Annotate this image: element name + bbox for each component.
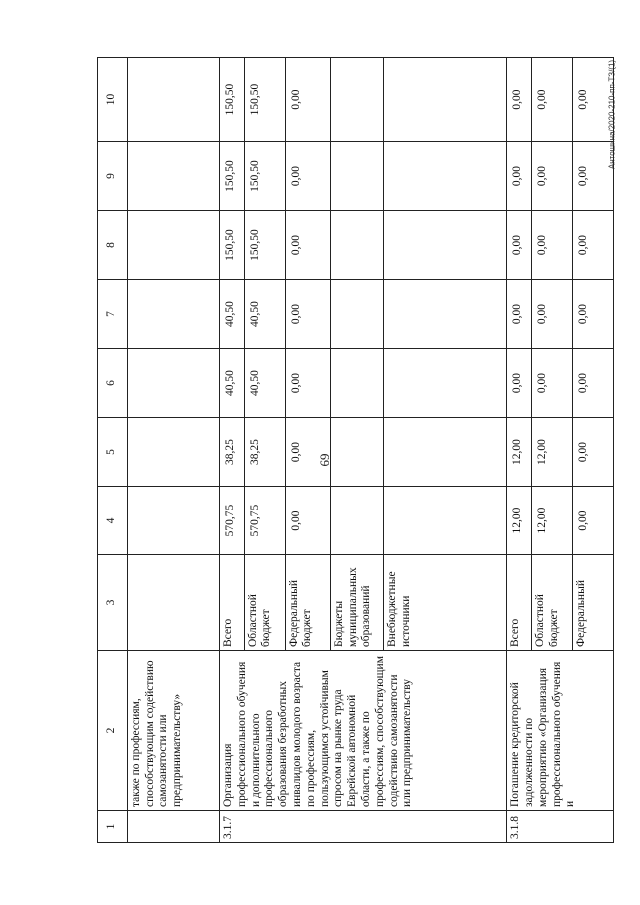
header-cell: 3 [98,555,128,651]
value-cell [384,487,507,555]
value-cell: 150,50 [244,211,285,280]
value-cell: 0,00 [285,487,330,555]
budget-table [97,57,614,843]
value-cell: 0,00 [572,58,613,142]
header-cell: 5 [98,418,128,487]
row-description: Погашение кредиторской задолженности по мероприятию «Организация профессионального обучения и [507,651,614,811]
value-cell: 0,00 [531,349,572,418]
header-cell: 4 [98,487,128,555]
header-cell: 7 [98,280,128,349]
table-cell [127,487,219,555]
budget-table-wrapper [97,58,614,843]
value-cell: 0,00 [285,349,330,418]
table-cell [127,142,219,211]
row-number: 3.1.8 [507,811,614,843]
value-cell: 38,25 [244,418,285,487]
funding-source: Федеральный [572,555,613,651]
value-cell: 150,50 [220,142,245,211]
row-description: Организация профессионального обучения и дополнительного профессионального образования безработных инвалидов молодого возраста по профессиям, пользующимся устойчивым спросом на рынке труда Еврейской автономной области, а также по профессиям, способствующим содействию самозанятости или предпринимательству [220,651,507,811]
funding-source: Всего [220,555,245,651]
value-cell: 150,50 [244,142,285,211]
table-cell [127,555,219,651]
value-cell [330,280,383,349]
value-cell: 570,75 [244,487,285,555]
value-cell: 0,00 [285,142,330,211]
value-cell: 0,00 [507,211,532,280]
table-cell [127,58,219,142]
table-cell [127,211,219,280]
value-cell [384,349,507,418]
header-cell: 6 [98,349,128,418]
table-row [220,58,245,843]
value-cell [330,487,383,555]
value-cell: 0,00 [285,211,330,280]
value-cell: 150,50 [220,58,245,142]
value-cell: 0,00 [572,487,613,555]
value-cell [384,280,507,349]
value-cell [330,58,383,142]
value-cell: 40,50 [220,349,245,418]
value-cell: 0,00 [285,418,330,487]
value-cell: 0,00 [572,280,613,349]
value-cell [384,142,507,211]
value-cell [330,142,383,211]
continuation-row [127,58,219,843]
value-cell: 570,75 [220,487,245,555]
value-cell: 0,00 [507,349,532,418]
header-cell: 1 [98,811,128,843]
value-cell: 12,00 [531,418,572,487]
value-cell: 0,00 [507,58,532,142]
header-cell: 9 [98,142,128,211]
funding-source: Всего [507,555,532,651]
value-cell: 12,00 [531,487,572,555]
header-cell: 10 [98,58,128,142]
value-cell [330,418,383,487]
value-cell: 0,00 [507,280,532,349]
file-code: Антошина/2020-210-пп-ТЗ/(1) [607,59,617,170]
value-cell: 12,00 [507,487,532,555]
funding-source: Областной бюджет [531,555,572,651]
value-cell: 0,00 [572,349,613,418]
value-cell: 0,00 [285,280,330,349]
header-cell: 8 [98,211,128,280]
value-cell [330,349,383,418]
value-cell: 40,50 [244,349,285,418]
continuation-text: также по профессиям, способствующим содействию самозанятости или предпринимательству» [127,651,219,811]
value-cell: 0,00 [507,142,532,211]
table-row [507,58,532,843]
value-cell [384,418,507,487]
funding-source: Внебюджетные источники [384,555,507,651]
value-cell [384,211,507,280]
header-row [98,58,128,843]
header-cell: 2 [98,651,128,811]
page-number: 69 [317,453,332,467]
table-cell [127,349,219,418]
value-cell: 0,00 [285,58,330,142]
value-cell: 0,00 [572,211,613,280]
value-cell: 0,00 [572,142,613,211]
table-cell [127,811,219,843]
value-cell: 150,50 [244,58,285,142]
row-number: 3.1.7 [220,811,507,843]
value-cell: 12,00 [507,418,532,487]
value-cell: 38,25 [220,418,245,487]
value-cell: 150,50 [220,211,245,280]
value-cell: 0,00 [531,142,572,211]
value-cell: 40,50 [220,280,245,349]
value-cell: 0,00 [531,211,572,280]
funding-source: Федеральный бюджет [285,555,330,651]
value-cell: 0,00 [531,280,572,349]
value-cell [384,58,507,142]
table-cell [127,418,219,487]
value-cell: 0,00 [572,418,613,487]
funding-source: Бюджеты муниципальных образований [330,555,383,651]
funding-source: Областной бюджет [244,555,285,651]
table-cell [127,280,219,349]
value-cell [330,211,383,280]
value-cell: 40,50 [244,280,285,349]
value-cell: 0,00 [531,58,572,142]
